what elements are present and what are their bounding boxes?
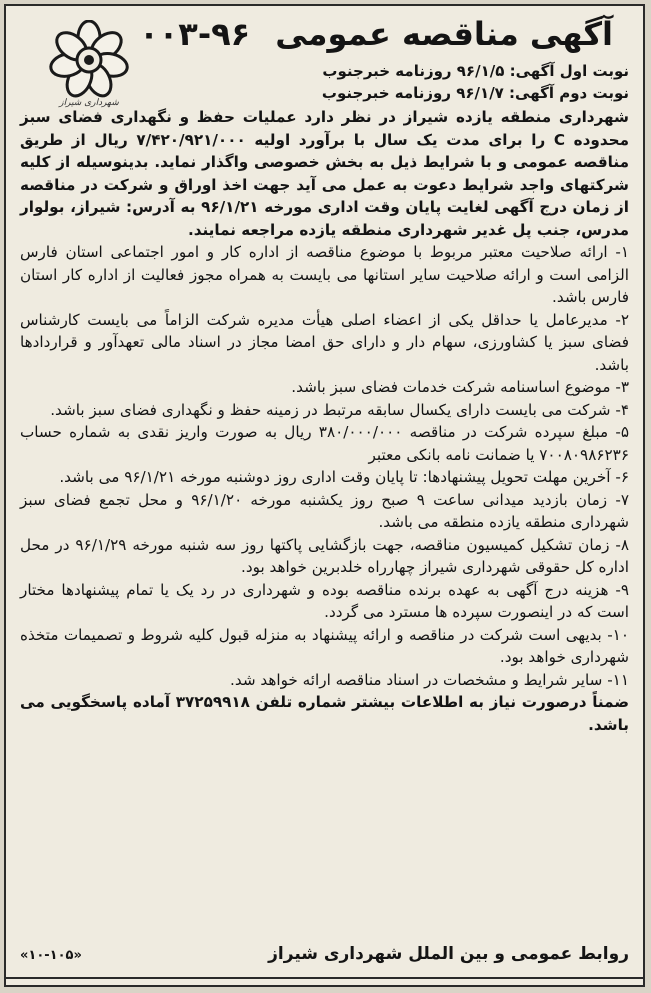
- footer-signature: روابط عمومی و بین الملل شهرداری شیراز: [268, 944, 629, 964]
- clause-11: ۱۱- سایر شرایط و مشخصات در اسناد مناقصه ارائه خواهد شد.: [230, 670, 629, 689]
- intro-paragraph: شهرداری منطقه یازده شیراز در نظر دارد عملیات حفظ و نگهداری فضای سبز محدوده C را برای مدت یک سال با برآورد اولیه ۷/۴۲۰/۹۲۱/۰۰۰ ریال از طریق مناقصه عمومی و با شرایط ذیل به بخش خصوصی واگذار نماید. بدینوسیله از کلیه شرکتهای واجد شرایط دعوت به عمل می آید جهت اخذ اوراق و شرکت در مناقصه از زمان درج آگهی لغایت پایان وقت اداری مورخه ۹۶/۱/۲۱ به آدرس: شیراز، بولوار مدرس، جنب پل غدیر شهرداری منطقه یازده مراجعه نمایند.: [20, 108, 629, 239]
- advertisement-page: [4, 4, 645, 987]
- clause-10: ۱۰- بدیهی است شرکت در مناقصه و ارائه پیشنهاد به منزله قبول کلیه شروط و تصمیمات متخذه شهرداری خواهد بود.: [20, 625, 629, 666]
- clause-3: ۳- موضوع اساسنامه شرکت خدمات فضای سبز باشد.: [291, 378, 629, 396]
- clause-2: ۲- مدیرعامل یا حداقل یکی از اعضاء اصلی هیأت مدیره شرکت الزاماً می بایست کارشناس فضای سبز یا کشاورزی، سهام دار و دارای حق امضا مجاز در اسناد مالی تعهدآور و قراردادها باشد.: [20, 310, 629, 374]
- closing-note: ضمناً درصورت نیاز به اطلاعات بیشتر شماره تلفن ۳۷۲۵۹۹۱۸ آماده پاسخگویی می باشد.: [20, 693, 629, 734]
- clause-6: ۶- آخرین مهلت تحویل پیشنهادها: تا پایان وقت اداری روز دوشنبه مورخه ۹۶/۱/۲۱ می باشد.: [59, 468, 629, 486]
- footer-code: «۱۰-۱۰۵»: [20, 948, 82, 963]
- clause-7: ۷- زمان بازدید میدانی ساعت ۹ صبح روز یکشنبه مورخه ۹۶/۱/۲۰ و محل تجمع فضای سبز شهرداری منطقه یازده منطقه می باشد.: [20, 490, 629, 531]
- logo-caption: شهرداری شیراز: [59, 98, 119, 108]
- first-notice: نوبت اول آگهی: ۹۶/۱/۵ روزنامه خبرجنوب: [322, 62, 629, 80]
- bottom-divider: [6, 977, 643, 979]
- second-notice: نوبت دوم آگهی: ۹۶/۱/۷ روزنامه خبرجنوب: [321, 84, 629, 102]
- title-text: آگهی مناقصه عمومی: [275, 15, 613, 53]
- advertisement-body: [20, 106, 629, 736]
- clause-1: ۱- ارائه صلاحیت معتبر مربوط با موضوع مناقصه از اداره کار و امور اجتماعی استان فارس الزامی است و ارائه صلاحیت سایر استانها می بایست به همراه مجوز فعالیت از اداره کار استان فارس باشد.: [20, 243, 629, 306]
- flower-emblem-icon: [24, 20, 154, 100]
- footer: [20, 944, 629, 964]
- clause-5: ۵- مبلغ سپرده شرکت در مناقصه ۳۸۰/۰۰۰/۰۰۰ ریال به صورت واریز نقدی به شماره حساب ۷۰۰۸۰۹۸۶۲۳۶ یا ضمانت نامه بانکی معتبر: [20, 423, 630, 464]
- clause-9: ۹- هزینه درج آگهی به عهده برنده مناقصه بوده و شهرداری در رد یک یا تمام پیشنهادها مختار است که در اینصورت سپرده ها مسترد می گردد.: [20, 580, 629, 621]
- page-title: [139, 12, 613, 56]
- tender-number: ۹۶-۰۰۳: [139, 15, 251, 53]
- clause-8: ۸- زمان تشکیل کمیسیون مناقصه، جهت بازگشایی پاکتها روز سه شنبه مورخه ۹۶/۱/۲۹ در محل اداره کل حقوقی شهرداری شیراز چهارراه خلدبرین خواهد بود.: [20, 535, 629, 576]
- clause-4: ۴- شرکت می بایست دارای یکسال سابقه مرتبط در زمینه حفظ و نگهداری فضای سبز باشد.: [50, 400, 629, 419]
